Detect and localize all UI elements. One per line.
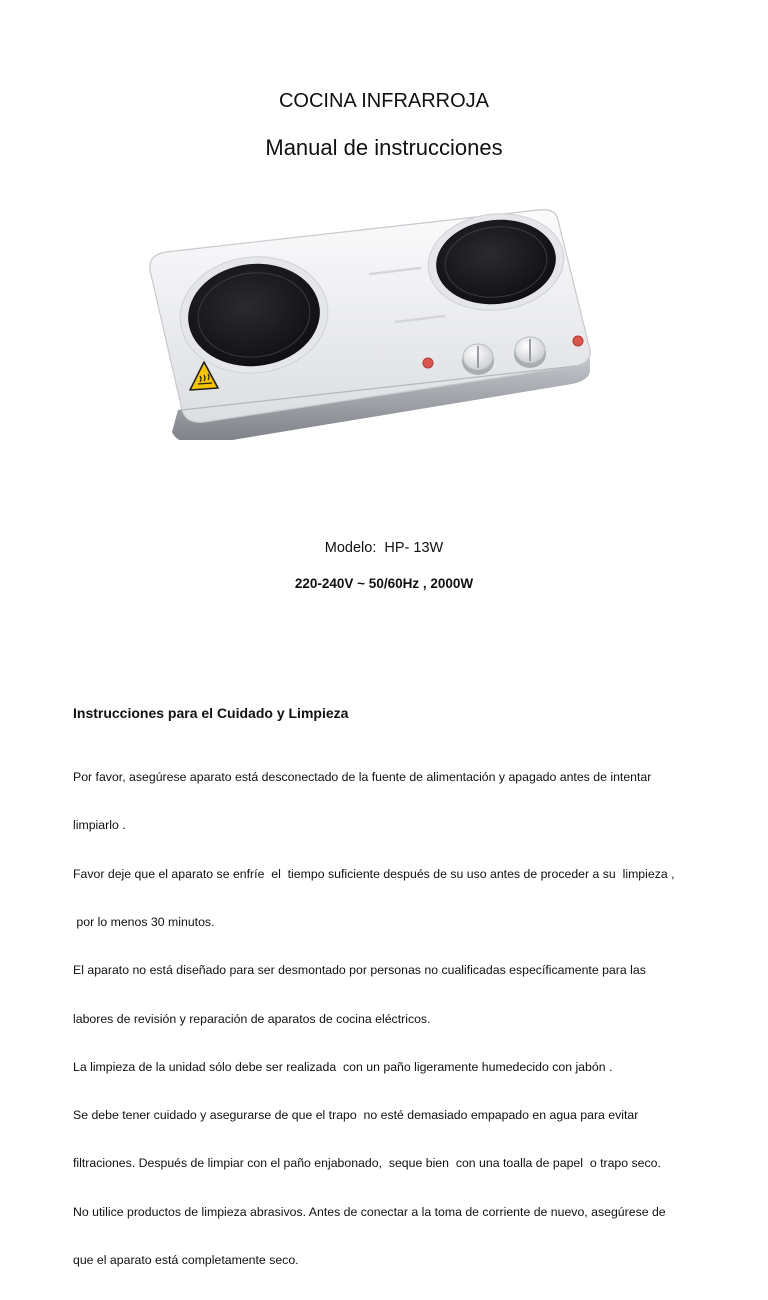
- page-subtitle: Manual de instrucciones: [265, 135, 503, 160]
- electrical-specs: 220-240V ~ 50/60Hz , 2000W: [294, 576, 474, 591]
- text-line: Se debe tener cuidado y asegurarse de que el trapo no esté demasiado empapado en agua para evitar: [73, 1108, 639, 1123]
- text-line: por lo menos 30 minutos.: [73, 915, 215, 930]
- text-line: Por favor, asegúrese aparato está desconectado de la fuente de alimentación y apagado antes de intentar: [73, 770, 652, 785]
- text-line: La limpieza de la unidad sólo debe ser realizada con un paño ligeramente humedecido con jabón .: [73, 1059, 613, 1074]
- right-indicator-light: [573, 336, 583, 346]
- hotplate-illustration: [138, 200, 618, 440]
- care-instructions-text: [73, 737, 713, 1300]
- left-control-knob: [462, 344, 494, 375]
- text-line: Favor deje que el aparato se enfríe el tiempo suficiente después de su uso antes de proceder a su limpieza ,: [73, 866, 675, 881]
- right-control-knob: [514, 337, 546, 368]
- product-image: [138, 200, 618, 440]
- left-indicator-light: [423, 358, 433, 368]
- section-heading: Instrucciones para el Cuidado y Limpieza: [73, 705, 349, 721]
- text-line: El aparato no está diseñado para ser desmontado por personas no cualificadas específicamente para las: [73, 963, 646, 978]
- text-line: No utilice productos de limpieza abrasivos. Antes de conectar a la toma de corriente de nuevo, asegúrese de: [73, 1204, 666, 1219]
- page-title: COCINA INFRARROJA: [278, 90, 490, 112]
- text-line: que el aparato está completamente seco.: [73, 1253, 299, 1267]
- text-line: labores de revisión y reparación de aparatos de cocina eléctricos.: [73, 1011, 431, 1026]
- text-line: filtraciones. Después de limpiar con el paño enjabonado, seque bien con una toalla de papel o trapo seco.: [73, 1156, 661, 1171]
- text-line: limpiarlo .: [73, 818, 126, 833]
- model-number: Modelo: HP- 13W: [324, 540, 444, 556]
